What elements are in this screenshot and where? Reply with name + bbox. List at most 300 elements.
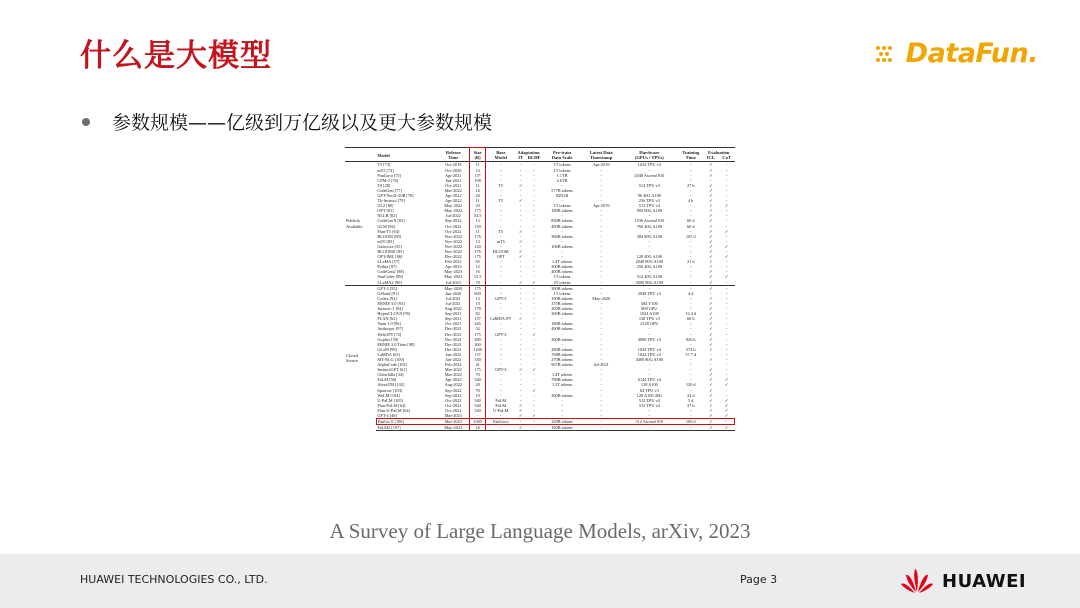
table-cell: 13* xyxy=(469,173,486,178)
table-cell: Feb-2023 xyxy=(445,259,462,265)
table-cell: - xyxy=(648,362,651,368)
table-cell: - xyxy=(519,167,522,173)
table-cell: - xyxy=(725,290,728,296)
header-cot: CoT xyxy=(719,155,735,162)
table-cell: 128 40G A100 xyxy=(636,254,662,260)
table-cell: ✓ xyxy=(518,228,523,234)
datafun-dots-icon xyxy=(874,42,904,66)
table-cell: ✓ xyxy=(709,326,713,332)
table-cell: - xyxy=(600,392,602,398)
table-cell: ✓ xyxy=(709,295,713,301)
page-number: Page 3 xyxy=(740,573,778,586)
table-cell: Tk-Instruct [79] xyxy=(377,198,405,204)
table-cell: - xyxy=(533,407,535,413)
table-cell: - xyxy=(690,192,692,198)
table-cell: 82 xyxy=(469,311,486,316)
table-cell: - xyxy=(533,177,535,183)
table-cell: - xyxy=(519,203,522,209)
huawei-logo xyxy=(900,566,1026,596)
table-cell: 1T tokens xyxy=(553,203,571,209)
table-cell: GPT-3 xyxy=(495,331,507,337)
table-cell: Oct-2022 xyxy=(445,402,462,408)
table-cell: - xyxy=(561,238,563,244)
table-cell: Anthropic [97] xyxy=(377,326,403,332)
table-cell: - xyxy=(533,223,535,229)
table-cell: - xyxy=(690,187,692,193)
table-cell: ✓ xyxy=(709,208,713,214)
table-cell: 260 xyxy=(469,342,486,347)
table-cell: - xyxy=(690,321,692,327)
table-cell: ✓ xyxy=(532,279,536,285)
table-cell: Jul-2022 xyxy=(445,213,461,219)
header-size: Size xyxy=(469,148,486,156)
table-cell: 57.7 d xyxy=(685,351,697,357)
closed-models-body xyxy=(345,285,735,431)
table-cell: - xyxy=(725,167,728,173)
table-cell: - xyxy=(600,311,602,317)
table-cell: ✓ xyxy=(709,172,713,178)
table-cell: LaMDA [63] xyxy=(377,351,400,357)
table-cell: Sep-2021 xyxy=(445,316,462,322)
table-cell: ✓ xyxy=(709,269,713,275)
header-release-2: Time xyxy=(438,155,469,162)
table-cell: ✓ xyxy=(719,425,735,431)
table-cell: PaLM2 [107] xyxy=(376,425,438,431)
table-cell: 60 d xyxy=(686,218,695,224)
table-cell: StarCoder [89] xyxy=(377,274,403,280)
table-cell: - xyxy=(500,233,502,239)
table-cell: - xyxy=(725,392,728,398)
table-cell: 10 xyxy=(469,301,486,306)
table-cell: ✓ xyxy=(709,306,713,312)
table-cell: ✓ xyxy=(709,203,713,209)
table-cell: 512 TPU v3 xyxy=(638,182,660,188)
table-cell: - xyxy=(600,274,602,280)
table-cell: 12 xyxy=(469,296,486,301)
table-cell: - xyxy=(561,316,563,322)
footer-bar xyxy=(0,554,1080,608)
table-cell: ✓ xyxy=(518,413,523,418)
table-cell: - xyxy=(725,311,728,317)
table-cell: - xyxy=(600,326,602,332)
table-cell: - xyxy=(600,259,602,265)
table-cell: ✓ xyxy=(709,249,713,254)
table-cell: BLOOMZ [85] xyxy=(377,249,404,254)
table-cell: - xyxy=(690,228,692,234)
table-cell: 2.6TB xyxy=(556,177,568,183)
table-cell: - xyxy=(519,382,522,388)
table-cell: - xyxy=(725,269,728,275)
table-cell: - xyxy=(678,425,703,431)
table-cell: - xyxy=(533,167,535,173)
table-cell: 512 TPU v4 xyxy=(638,397,660,403)
table-cell: Mar-2023 xyxy=(444,413,462,418)
table-cell: Jun-2021 xyxy=(445,177,462,183)
table-cell: 175 xyxy=(469,254,486,259)
table-cell: Apr-2019 xyxy=(592,203,610,209)
table-cell: - xyxy=(519,341,522,347)
table-cell: - xyxy=(533,295,535,301)
table-cell: - xyxy=(533,269,535,275)
table-cell: 2048 80G A100 xyxy=(635,259,664,265)
table-cell: 768B tokens xyxy=(551,351,573,357)
table-cell: - xyxy=(690,331,692,337)
table-cell: Jan-2022 xyxy=(445,351,462,357)
table-cell: 70 xyxy=(469,280,486,286)
table-cell: - xyxy=(582,419,620,425)
table-cell: ✓ xyxy=(709,192,713,198)
table-cell: LLaMA2 [90] xyxy=(377,279,402,285)
table-cell: U-PaLM xyxy=(493,407,509,413)
table-cell: ✓ xyxy=(518,407,523,413)
table-cell: - xyxy=(533,254,535,260)
table-cell: CodeGen2 [88] xyxy=(377,269,404,275)
table-cell: 2128 GPU xyxy=(640,321,659,327)
table-cell: Dec-2021 xyxy=(444,326,462,332)
table-cell: - xyxy=(533,356,535,362)
table-cell: ✓ xyxy=(709,198,713,204)
table-cell: - xyxy=(561,213,563,219)
table-cell: - xyxy=(561,397,563,403)
table-cell: 270B tokens xyxy=(551,356,573,362)
table-cell: - xyxy=(526,285,542,291)
header-latest-2: Timestamp xyxy=(582,155,620,162)
table-cell: ✓ xyxy=(515,425,526,431)
table-cell: May-2022 xyxy=(444,203,463,209)
table-cell: - xyxy=(600,331,602,337)
table-cell: GPT-NeoX-20B [78] xyxy=(377,192,414,198)
table-cell: - xyxy=(600,264,602,270)
table-cell: Dec-2021 xyxy=(444,331,462,337)
table-cell: 300B tokens xyxy=(542,285,582,291)
table-cell: Jun-2020 xyxy=(445,290,462,296)
table-cell: 52 xyxy=(469,326,486,331)
table-cell: Apr-2019 xyxy=(582,162,620,168)
table-cell: 15.5 xyxy=(469,274,486,279)
table-cell: 1.3T tokens xyxy=(551,382,573,388)
table-cell: - xyxy=(648,269,651,275)
table-cell: - xyxy=(725,279,728,285)
table-cell: - xyxy=(519,377,522,383)
table-cell: - xyxy=(725,295,728,301)
table-cell: 850B tokens xyxy=(551,218,573,224)
table-cell: U-PaLM [105] xyxy=(377,397,403,403)
table-cell: 11 xyxy=(469,183,486,188)
table-cell: - xyxy=(519,306,522,312)
table-cell: - xyxy=(600,228,602,234)
table-cell: Galactica [35] xyxy=(377,243,402,249)
table-cell: 16 xyxy=(469,269,486,274)
table-cell: - xyxy=(710,177,712,183)
table-cell: - xyxy=(500,208,502,214)
header-training-2: Time xyxy=(678,155,703,162)
table-cell: - xyxy=(648,228,651,234)
table-cell: - xyxy=(519,192,522,198)
table-cell: 280B tokens xyxy=(551,346,573,352)
table-cell: - xyxy=(519,372,522,378)
table-cell: NLLB [82] xyxy=(377,213,397,219)
table-cell: - xyxy=(533,372,535,378)
table-cell: - xyxy=(600,233,602,239)
table-cell: ✓ xyxy=(532,331,536,337)
table-cell: - xyxy=(533,346,535,352)
table-cell: - xyxy=(690,208,692,214)
table-cell: Oct-2022 xyxy=(445,223,462,229)
table-cell: ✓ xyxy=(709,187,713,193)
table-cell: ✓ xyxy=(709,238,713,244)
table-cell: - xyxy=(725,238,728,244)
table-cell: Sparrow [103] xyxy=(377,387,403,393)
table-cell: - xyxy=(725,187,728,193)
table-cell: - xyxy=(561,249,563,254)
table-cell: ✓ xyxy=(709,336,713,342)
table-cell: - xyxy=(500,177,502,183)
table-cell: ✓ xyxy=(709,346,713,352)
header-training: Training xyxy=(682,150,700,155)
table-cell: GPT-4 [46] xyxy=(377,413,397,418)
table-cell: 4 d xyxy=(688,290,694,296)
table-cell: - xyxy=(500,269,502,275)
table-cell: ✓ xyxy=(724,413,729,418)
table-cell: Jul-2021 xyxy=(593,362,609,368)
table-cell: - xyxy=(690,326,692,332)
table-cell: - xyxy=(500,259,502,265)
table-cell: - xyxy=(500,243,502,249)
table-cell: - xyxy=(533,187,535,193)
table-cell: T0 [28] xyxy=(377,182,391,188)
table-cell: 1536 Ascend 910 xyxy=(634,218,665,224)
table-cell: - xyxy=(500,413,502,418)
table-cell: ✓ xyxy=(532,387,536,393)
table-cell: PaLM xyxy=(495,397,507,403)
table-cell: - xyxy=(533,392,535,398)
table-cell: 2000 80G A100 xyxy=(635,279,664,285)
table-cell: 6144 TPU v4 xyxy=(637,377,661,383)
table-cell: ✓ xyxy=(709,397,713,403)
table-cell: - xyxy=(648,331,651,337)
table-cell: 120 xyxy=(469,244,486,249)
table-cell: 10 xyxy=(469,393,486,398)
bullet-dot-icon xyxy=(82,118,90,126)
table-cell: - xyxy=(600,387,602,393)
table-cell: - xyxy=(526,419,542,425)
table-cell: 96 40G A100 xyxy=(637,192,661,198)
table-cell: 21 d xyxy=(686,259,695,265)
table-cell: ✓ xyxy=(709,407,713,413)
table-cell: - xyxy=(600,172,602,178)
table-cell: Oct-2019 xyxy=(438,162,469,168)
table-cell: - xyxy=(500,300,502,306)
table-cell: - xyxy=(533,397,535,403)
table-cell: - xyxy=(519,290,522,296)
table-cell: 600 xyxy=(469,291,486,296)
table-cell: - xyxy=(725,223,728,229)
table-cell: - xyxy=(648,238,651,244)
table-cell: 540 xyxy=(469,408,486,413)
datafun-logo-text: DataFun. xyxy=(905,38,1038,69)
table-cell: - xyxy=(533,274,535,280)
table-cell: 1024 TPU v3 xyxy=(637,351,661,357)
table-cell: - xyxy=(690,300,692,306)
table-cell: - xyxy=(526,162,542,168)
table-cell: ✓ xyxy=(518,238,523,244)
datafun-logo xyxy=(874,38,1038,69)
table-cell: ✓ xyxy=(532,367,536,373)
table-cell: - xyxy=(690,413,692,418)
table-cell: - xyxy=(533,228,535,234)
table-cell: 1200 xyxy=(469,347,486,352)
table-cell: ✓ xyxy=(709,274,713,280)
table-cell: - xyxy=(561,341,563,347)
table-cell: 64 TPU v3 xyxy=(639,387,659,393)
group-label xyxy=(345,162,376,285)
table-cell: ✓ xyxy=(709,233,713,239)
header-hardware-2: (GPUs / TPUs) xyxy=(620,155,678,162)
table-cell: 128 A100 xyxy=(640,382,658,388)
table-cell: 105 d xyxy=(685,233,696,239)
table-cell: - xyxy=(533,233,535,239)
table-cell: - xyxy=(690,274,692,280)
table-cell: ERNIE 3.0 [93] xyxy=(377,300,405,306)
table-cell: - xyxy=(533,172,535,178)
table-cell: - xyxy=(519,356,522,362)
table-cell: - xyxy=(648,249,651,254)
table-cell: - xyxy=(519,397,522,403)
bullet-text: 参数规模——亿级到万亿级以及更大参数规模 xyxy=(112,112,493,134)
table-cell: - xyxy=(719,419,735,425)
table-cell: T5 xyxy=(498,182,504,188)
table-cell: 175 xyxy=(469,332,486,337)
table-cell: 512 TPU v4 xyxy=(638,402,660,408)
table-cell: - xyxy=(648,326,651,332)
table-cell: - xyxy=(533,316,535,322)
table-cell: 13 xyxy=(469,239,486,244)
table-cell: 1.4T tokens xyxy=(551,259,573,265)
table-cell: 37 h xyxy=(686,402,695,408)
table-cell: 992 80G A100 xyxy=(636,208,662,214)
table-cell: 137 xyxy=(469,352,486,357)
table-cell: ✓ xyxy=(709,182,713,188)
table-cell: 400B tokens xyxy=(551,269,573,275)
table-cell: - xyxy=(500,203,502,209)
table-cell: - xyxy=(600,218,602,224)
table-cell: - xyxy=(600,167,602,173)
table-cell: ✓ xyxy=(709,341,713,347)
table-cell: - xyxy=(519,177,522,183)
table-cell: - xyxy=(690,269,692,275)
table-cell: GLaM [99] xyxy=(377,346,398,352)
table-cell: - xyxy=(690,377,692,383)
table-cell: - xyxy=(519,326,522,332)
table-cell: - xyxy=(519,233,522,239)
table-cell: - xyxy=(500,362,502,368)
table-cell: ✓ xyxy=(709,228,713,234)
table-cell: May-2023 xyxy=(444,274,463,280)
table-cell: 512 TPU v4 xyxy=(638,203,660,209)
table-cell: ✓ xyxy=(724,254,729,260)
table-cell: - xyxy=(690,203,692,209)
table-cell: - xyxy=(600,367,602,373)
table-cell: UL2 [80] xyxy=(377,203,394,209)
table-cell: - xyxy=(519,311,522,317)
table-cell: - xyxy=(648,367,651,373)
table-cell: - xyxy=(561,367,563,373)
table-cell: CodeGen [77] xyxy=(377,187,402,193)
table-cell: ✓ xyxy=(709,254,713,260)
table-cell: - xyxy=(519,274,522,280)
table-cell: 1T tokens xyxy=(553,290,571,296)
table-cell: May-2023 xyxy=(438,425,469,431)
table-cell: Nov-2022 xyxy=(444,249,462,254)
table-cell: 60 d xyxy=(686,223,695,229)
table-cell: T5 [73] xyxy=(376,162,438,168)
table-cell: Jan-2022 xyxy=(445,356,462,362)
table-cell: - xyxy=(725,367,728,373)
table-cell: - xyxy=(519,321,522,327)
table-cell: - xyxy=(533,243,535,249)
table-cell: 11 xyxy=(469,198,486,203)
table-cell: - xyxy=(500,351,502,357)
table-cell: - xyxy=(500,377,502,383)
table-cell: - xyxy=(648,187,651,193)
table-cell: ✓ xyxy=(703,162,719,168)
table-cell: 16 xyxy=(469,188,486,193)
table-cell: - xyxy=(533,249,535,254)
table-cell: - xyxy=(600,208,602,214)
table-cell: - xyxy=(533,213,535,219)
table-cell: CPM-2 [76] xyxy=(377,177,399,183)
table-cell: - xyxy=(600,238,602,244)
table-cell: - xyxy=(725,218,728,224)
table-cell: - xyxy=(710,351,712,357)
table-cell: WeLM [104] xyxy=(377,392,400,398)
table-cell: - xyxy=(519,223,522,229)
table-cell: ✓ xyxy=(703,425,719,431)
table-cell: - xyxy=(725,326,728,332)
table-cell: - xyxy=(561,413,563,418)
table-cell: ✓ xyxy=(724,228,729,234)
table-cell: - xyxy=(519,392,522,398)
table-cell: - xyxy=(648,167,651,173)
table-cell: GPT-3 xyxy=(495,367,507,373)
header-adaptation: Adaptation xyxy=(517,150,540,155)
table-cell: - xyxy=(725,192,728,198)
table-cell: - xyxy=(648,413,651,418)
table-cell: HyperCLOVA [95] xyxy=(377,311,411,317)
table-cell: 13 xyxy=(469,168,486,173)
table-cell: Flan-T5 [64] xyxy=(377,228,400,234)
table-cell: 137 xyxy=(469,316,486,321)
table-cell: Codex [92] xyxy=(377,295,397,301)
table-cell: ✓ xyxy=(709,382,713,388)
table-cell: 384 80G A100 xyxy=(636,233,662,239)
header-pretrain-2: Data Scale xyxy=(542,155,582,162)
table-cell: ✓ xyxy=(709,311,713,317)
table-cell: 1024 A100 xyxy=(639,311,659,317)
table-cell: 825GB xyxy=(555,192,569,198)
table-cell: OPT-IML [86] xyxy=(377,254,403,260)
group-label-line1: Publicly xyxy=(346,218,361,224)
table-cell: - xyxy=(561,331,563,337)
table-cell: 400B tokens xyxy=(551,326,573,332)
table-cell: 41 xyxy=(469,362,486,367)
table-cell: - xyxy=(486,162,515,168)
table-cell: - xyxy=(519,243,522,249)
table-cell: Sep-2022 xyxy=(445,392,462,398)
table-cell: - xyxy=(600,269,602,275)
table-cell: ✓ xyxy=(724,397,729,403)
table-cell: ✓ xyxy=(724,274,729,280)
